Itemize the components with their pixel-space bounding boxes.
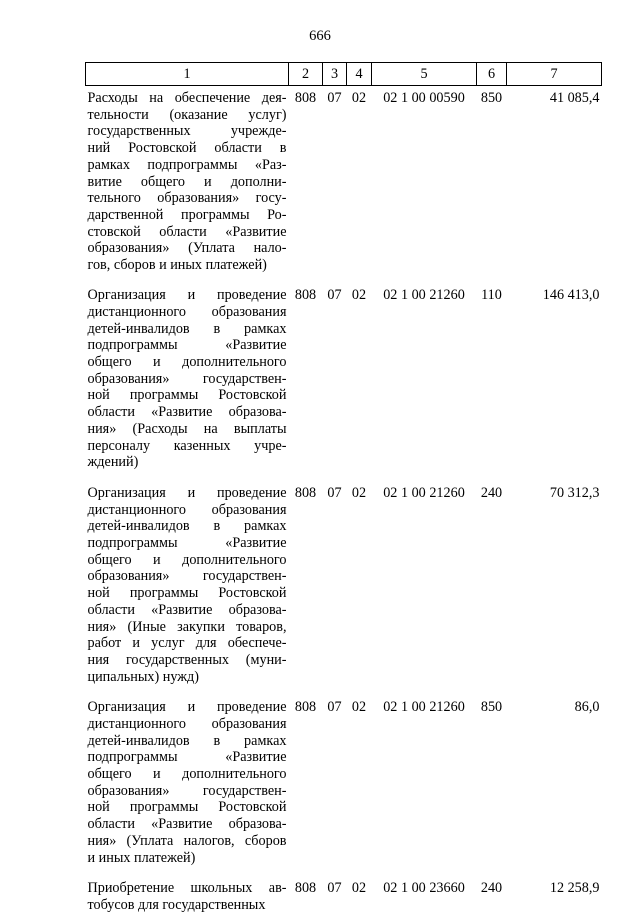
cell-csr: 02 1 00 21260 bbox=[372, 283, 477, 481]
cell-gr: 808 bbox=[289, 695, 323, 876]
description-line: Расходы на обеспечение дея- bbox=[88, 90, 287, 107]
column-header-6: 6 bbox=[477, 63, 507, 86]
description-line: ждений) bbox=[88, 454, 287, 471]
row-description bbox=[86, 695, 289, 876]
description-line: подпрограммы «Развитие bbox=[88, 535, 287, 552]
description-line: Приобретение школьных ав- bbox=[88, 880, 287, 897]
cell-pr: 02 bbox=[347, 481, 372, 695]
description-line: подпрограммы «Развитие bbox=[88, 337, 287, 354]
description-line: детей-инвалидов в рамках bbox=[88, 321, 287, 338]
cell-rz: 07 bbox=[323, 481, 347, 695]
description-line: государственных учрежде- bbox=[88, 123, 287, 140]
description-line: и иных платежей) bbox=[88, 850, 287, 867]
cell-rz: 07 bbox=[323, 876, 347, 914]
description-line: ний Ростовской области в bbox=[88, 140, 287, 157]
cell-csr: 02 1 00 21260 bbox=[372, 481, 477, 695]
description-line: ной программы Ростовской bbox=[88, 387, 287, 404]
column-header-5: 5 bbox=[372, 63, 477, 86]
description-line: рамках подпрограммы «Раз- bbox=[88, 157, 287, 174]
page-number: 666 bbox=[0, 28, 640, 45]
cell-rz: 07 bbox=[323, 283, 347, 481]
description-line: детей-инвалидов в рамках bbox=[88, 518, 287, 535]
description-line: ния государственных (муни- bbox=[88, 652, 287, 669]
description-line: ния» (Расходы на выплаты bbox=[88, 421, 287, 438]
description-line: подпрограммы «Развитие bbox=[88, 749, 287, 766]
description-line: ния» (Уплата налогов, сборов bbox=[88, 833, 287, 850]
description-line: общего и дополнительного bbox=[88, 354, 287, 371]
table-row bbox=[86, 481, 602, 695]
cell-vr: 240 bbox=[477, 481, 507, 695]
description-line: Организация и проведение bbox=[88, 485, 287, 502]
description-line: области «Развитие образова- bbox=[88, 602, 287, 619]
description-line: общего и дополнительного bbox=[88, 552, 287, 569]
cell-pr: 02 bbox=[347, 86, 372, 284]
description-line: области «Развитие образова- bbox=[88, 816, 287, 833]
description-line: персоналу казенных учре- bbox=[88, 438, 287, 455]
description-line: детей-инвалидов в рамках bbox=[88, 733, 287, 750]
column-header-1: 1 bbox=[86, 63, 289, 86]
row-description bbox=[86, 481, 289, 695]
cell-pr: 02 bbox=[347, 876, 372, 914]
description-line: дарственной программы Ро- bbox=[88, 207, 287, 224]
cell-pr: 02 bbox=[347, 283, 372, 481]
column-header-7: 7 bbox=[507, 63, 602, 86]
description-line: дистанционного образования bbox=[88, 716, 287, 733]
cell-vr: 240 bbox=[477, 876, 507, 914]
description-line: тобусов для государственных bbox=[88, 897, 287, 914]
table-row bbox=[86, 695, 602, 876]
table-header-row bbox=[86, 63, 602, 86]
cell-gr: 808 bbox=[289, 283, 323, 481]
budget-table bbox=[85, 62, 602, 914]
description-line: тельного образования» госу- bbox=[88, 190, 287, 207]
cell-amount: 146 413,0 bbox=[507, 283, 602, 481]
cell-gr: 808 bbox=[289, 481, 323, 695]
description-line: образования» (Уплата нало- bbox=[88, 240, 287, 257]
table-row bbox=[86, 283, 602, 481]
description-line: ной программы Ростовской bbox=[88, 585, 287, 602]
table-row bbox=[86, 86, 602, 284]
cell-vr: 110 bbox=[477, 283, 507, 481]
column-header-4: 4 bbox=[347, 63, 372, 86]
cell-pr: 02 bbox=[347, 695, 372, 876]
table-body bbox=[86, 86, 602, 914]
row-description bbox=[86, 283, 289, 481]
table-row bbox=[86, 876, 602, 914]
cell-vr: 850 bbox=[477, 86, 507, 284]
description-line: Организация и проведение bbox=[88, 287, 287, 304]
column-header-2: 2 bbox=[289, 63, 323, 86]
cell-gr: 808 bbox=[289, 876, 323, 914]
cell-gr: 808 bbox=[289, 86, 323, 284]
description-line: витие общего и дополни- bbox=[88, 174, 287, 191]
description-line: дистанционного образования bbox=[88, 304, 287, 321]
description-line: образования» государствен- bbox=[88, 783, 287, 800]
cell-csr: 02 1 00 00590 bbox=[372, 86, 477, 284]
cell-csr: 02 1 00 21260 bbox=[372, 695, 477, 876]
description-line: образования» государствен- bbox=[88, 568, 287, 585]
description-line: Организация и проведение bbox=[88, 699, 287, 716]
cell-amount: 70 312,3 bbox=[507, 481, 602, 695]
description-line: работ и услуг для обеспече- bbox=[88, 635, 287, 652]
cell-amount: 41 085,4 bbox=[507, 86, 602, 284]
description-line: области «Развитие образова- bbox=[88, 404, 287, 421]
description-line: образования» государствен- bbox=[88, 371, 287, 388]
description-line: общего и дополнительного bbox=[88, 766, 287, 783]
cell-rz: 07 bbox=[323, 695, 347, 876]
row-description bbox=[86, 86, 289, 284]
column-header-3: 3 bbox=[323, 63, 347, 86]
description-line: стовской области «Развитие bbox=[88, 224, 287, 241]
description-line: ния» (Иные закупки товаров, bbox=[88, 619, 287, 636]
cell-amount: 86,0 bbox=[507, 695, 602, 876]
cell-csr: 02 1 00 23660 bbox=[372, 876, 477, 914]
row-description bbox=[86, 876, 289, 914]
cell-rz: 07 bbox=[323, 86, 347, 284]
description-line: дистанционного образования bbox=[88, 502, 287, 519]
cell-amount: 12 258,9 bbox=[507, 876, 602, 914]
description-line: ной программы Ростовской bbox=[88, 799, 287, 816]
description-line: ципальных) нужд) bbox=[88, 669, 287, 686]
description-line: гов, сборов и иных платежей) bbox=[88, 257, 287, 274]
cell-vr: 850 bbox=[477, 695, 507, 876]
description-line: тельности (оказание услуг) bbox=[88, 107, 287, 124]
